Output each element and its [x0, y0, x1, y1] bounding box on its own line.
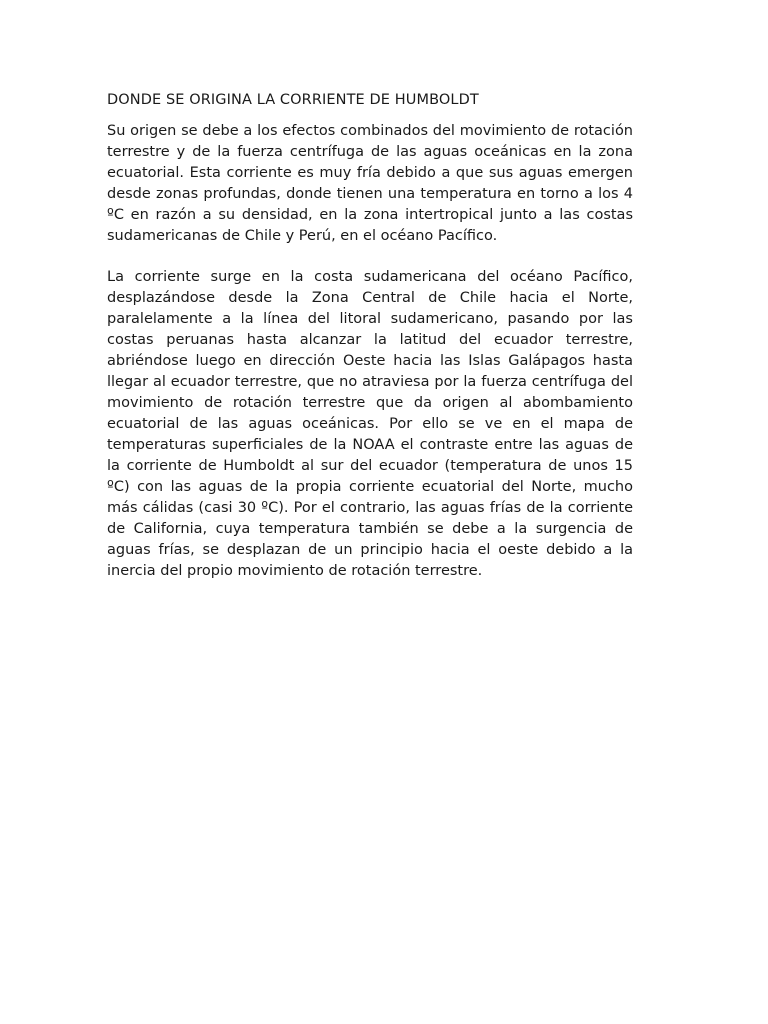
paragraph-origin: Su origen se debe a los efectos combinados del movimiento de rotación terrestre y de la fuerza centrífuga de las aguas oceánicas en la zona ecuatorial. Esta corriente es muy fría debido a que sus aguas emergen desde zonas profundas, donde tienen una temperatura en torno a los 4 ºC en razón a su densidad, en la zona intertropical junto a las costas sudamericanas de Chile y Perú, en el océano Pacífico. — [107, 123, 633, 244]
document-body — [107, 90, 633, 602]
paragraph-route: La corriente surge en la costa sudamericana del océano Pacífico, desplazándose desde la Zona Central de Chile hacia el Norte, paralelamente a la línea del litoral sudamericano, pasando por las costas peruanas hasta alcanzar la latitud del ecuador terrestre, abriéndose luego en dirección Oeste hacia las Islas Galápagos hasta llegar al ecuador terrestre, que no atraviesa por la fuerza centrífuga del movimiento de rotación terrestre que da origen al abombamiento ecuatorial de las aguas oceánicas. Por ello se ve en el mapa de temperaturas superficiales de la NOAA el contraste entre las aguas de la corriente de Humboldt al sur del ecuador (temperatura de unos 15 ºC) con las aguas de la propia corriente ecuatorial del Norte, mucho más cálidas (casi 30 ºC). Por el contrario, las aguas frías de la corriente de California, cuya temperatura también se debe a la surgencia de aguas frías, se desplazan de un principio hacia el oeste debido a la inercia del propio movimiento de rotación terrestre. — [107, 269, 633, 579]
document-title: DONDE SE ORIGINA LA CORRIENTE DE HUMBOLDT — [107, 92, 479, 108]
